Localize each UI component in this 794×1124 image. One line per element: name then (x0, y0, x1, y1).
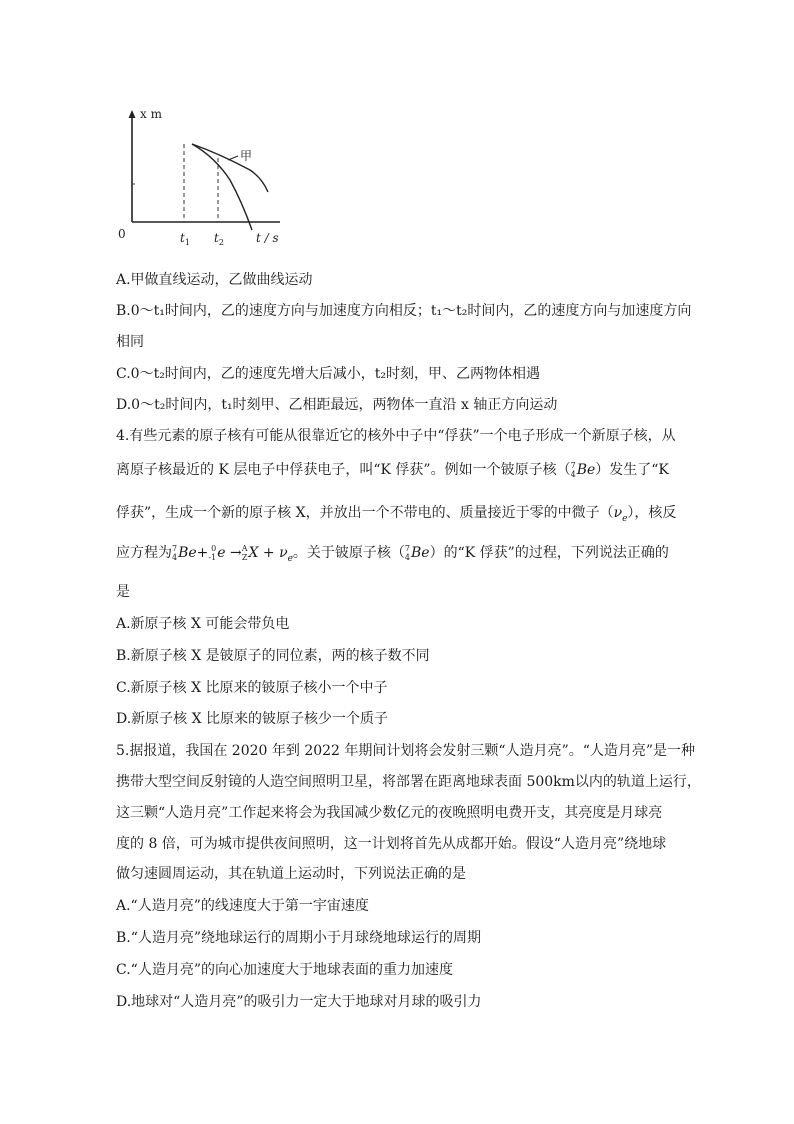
xt-graph (110, 102, 300, 252)
q4-stem-line4: 应方程为 7 4 Be+ 0 -1 e → A Z $X + \nu_e$。关于铍原子核（ 7 4 Be）的“K 俘获”的过程，下列说法正确的 (116, 544, 669, 564)
neutrino-symbol-1: $\nu_e$ (613, 505, 628, 524)
q3-option-c: C.0～t₂时间内，乙的速度先增大后减小，t₂时刻，甲、乙两物体相遇 (116, 366, 541, 382)
q4-stem-line2 (116, 460, 788, 480)
t1-label: $t_1$ (180, 231, 190, 247)
q4-stem-line3-b: ），核反 (627, 505, 677, 521)
q5-stem-line5: 做匀速圆周运动，其在轨道上运动时，下列说法正确的是 (116, 866, 466, 882)
equation-neutrino: $\nu_e$ (279, 545, 293, 564)
q4-stem-line3-a: 俘获”，生成一个新的原子核 X，并放出一个不带电的、质量接近于零的中微子（ (116, 505, 614, 521)
y-axis-label: x m (140, 107, 162, 121)
q4-stem-line2-a: 离原子核最近的 K 层电子中俘获电子，叫“K 俘获”。例如一个铍原子核（ (116, 462, 571, 478)
q4-stem-line1: 4.有些元素的原子核有可能从很靠近它的核外中子中“俘获”一个电子形成一个新原子核，从 (116, 428, 676, 444)
equation-be: 7 4 Be (172, 544, 197, 562)
q5-option-c: C.“人造月亮”的向心加速度大于地球表面的重力加速度 (116, 962, 453, 978)
q4-option-d: D.新原子核 X 比原来的铍原子核少一个质子 (116, 711, 389, 727)
origin-label: 0 (118, 227, 126, 241)
q4-stem-line5: 是 (116, 584, 130, 600)
q4-option-b: B.新原子核 X 是铍原子的同位素，两的核子数不同 (116, 648, 430, 664)
q4-stem-line4-a: 应方程为 (116, 545, 172, 561)
beryllium-nuclide-2: 7 4 Be (404, 544, 430, 562)
q4-option-a: A.新原子核 X 可能会带负电 (116, 616, 290, 632)
q5-stem-line4: 度的 8 倍，可为城市提供夜间照明，这一计划将首先从成都开始。假设“人造月亮”绕地球 (116, 836, 667, 852)
curve-label-leader (228, 156, 238, 160)
q4-stem-line3 (116, 503, 788, 523)
q5-option-d: D.地球对“人造月亮”的吸引力一定大于地球对月球的吸引力 (116, 994, 482, 1010)
q4-stem-line4-c: ）的“K 俘获”的过程，下列说法正确的 (429, 545, 669, 561)
q5-stem-line2: 携带大型空间反射镜的人造空间照明卫星，将部署在距离地球表面 500km以内的轨道上运行， (116, 774, 701, 790)
curve-jia-label: 甲 (240, 149, 253, 163)
q3-option-d: D.0～t₂时间内，t₁时刻甲、乙相距最远，两物体一直沿 x 轴正方向运动 (116, 397, 558, 413)
q3-option-a: A.甲做直线运动，乙做曲线运动 (116, 272, 313, 288)
q3-option-b-line2: 相同 (116, 334, 144, 350)
equation-x: A Z X (241, 544, 259, 562)
q5-option-b: B.“人造月亮”绕地球运行的周期小于月球绕地球运行的周期 (116, 930, 482, 946)
q5-stem-line1: 5.据报道，我国在 2020 年到 2022 年期间计划将会发射三颗“人造月亮”。“人造月亮”是一种 (116, 743, 696, 759)
equation-electron: 0 -1 e (208, 544, 226, 562)
q4-option-c: C.新原子核 X 比原来的铍原子核小一个中子 (116, 680, 388, 696)
x-axis-label: t / s (256, 231, 279, 245)
q5-option-a: A.“人造月亮”的线速度大于第一宇宙速度 (116, 898, 369, 914)
xt-graph-svg (110, 102, 300, 252)
q3-option-b-line1: B.0～t₁时间内，乙的速度方向与加速度方向相反；t₁～t₂时间内，乙的速度方向与加速度方向 (116, 303, 692, 319)
beryllium-nuclide-1: 7 4 Be (570, 461, 596, 479)
y-axis-arrow (129, 110, 136, 118)
t2-label: $t_2$ (214, 231, 224, 247)
q5-stem-line3: 这三颗“人造月亮”工作起来将会为我国减少数亿元的夜晚照明电费开支，其亮度是月球亮 (116, 805, 663, 821)
q4-stem-line4-b: 。关于铍原子核（ (292, 545, 405, 561)
q4-stem-line2-b: ）发生了“K (595, 462, 669, 478)
